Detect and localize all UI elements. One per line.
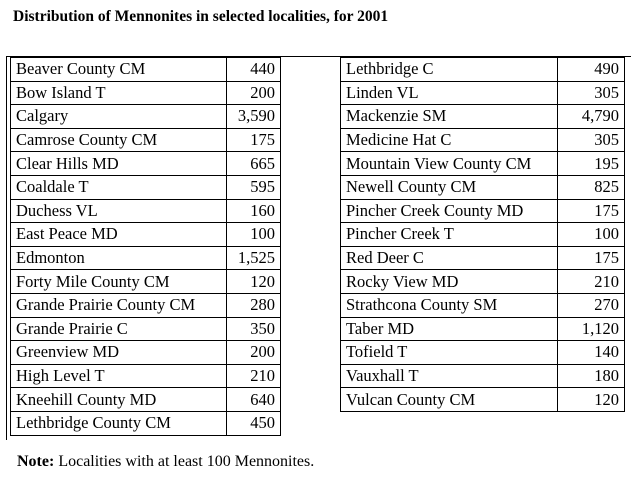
mennonite-count: 200 xyxy=(227,81,281,105)
mennonite-count: 120 xyxy=(227,270,281,294)
table-row xyxy=(341,293,625,317)
mennonite-count: 440 xyxy=(227,58,281,82)
table-row xyxy=(341,58,625,82)
mennonite-count: 270 xyxy=(558,293,625,317)
locality-name: Tofield T xyxy=(341,341,558,365)
mennonite-count: 100 xyxy=(227,223,281,247)
table-row xyxy=(11,81,281,105)
mennonite-count: 3,590 xyxy=(227,105,281,129)
table-row xyxy=(11,175,281,199)
locality-name: Rocky View MD xyxy=(341,270,558,294)
footnote xyxy=(17,453,314,471)
locality-name: Newell County CM xyxy=(341,175,558,199)
mennonite-count: 595 xyxy=(227,175,281,199)
locality-name: Lethbridge C xyxy=(341,58,558,82)
mennonite-count: 1,525 xyxy=(227,246,281,270)
locality-name: Pincher Creek County MD xyxy=(341,199,558,223)
mennonite-count: 280 xyxy=(227,293,281,317)
table-row xyxy=(341,81,625,105)
locality-name: Mountain View County CM xyxy=(341,152,558,176)
locality-name: Kneehill County MD xyxy=(11,388,227,412)
table-row xyxy=(341,246,625,270)
locality-name: Vulcan County CM xyxy=(341,388,558,412)
table-row xyxy=(341,223,625,247)
mennonite-count: 210 xyxy=(558,270,625,294)
mennonite-count: 175 xyxy=(558,199,625,223)
table-row xyxy=(11,199,281,223)
locality-name: Taber MD xyxy=(341,317,558,341)
locality-name: Red Deer C xyxy=(341,246,558,270)
locality-name: Lethbridge County CM xyxy=(11,411,227,435)
mennonite-count: 175 xyxy=(227,128,281,152)
mennonite-count: 175 xyxy=(558,246,625,270)
note-text: Localities with at least 100 Mennonites. xyxy=(54,453,315,470)
locality-name: Camrose County CM xyxy=(11,128,227,152)
locality-name: Strathcona County SM xyxy=(341,293,558,317)
mennonite-count: 350 xyxy=(227,317,281,341)
locality-name: Duchess VL xyxy=(11,199,227,223)
locality-name: Forty Mile County CM xyxy=(11,270,227,294)
note-label: Note: xyxy=(17,453,55,470)
table-row xyxy=(341,317,625,341)
table-row xyxy=(11,128,281,152)
page-title: Distribution of Mennonites in selected localities, for 2001 xyxy=(13,8,389,25)
mennonite-count: 4,790 xyxy=(558,105,625,129)
table-row xyxy=(341,105,625,129)
mennonite-count: 120 xyxy=(558,388,625,412)
table-row xyxy=(341,388,625,412)
mennonite-count: 305 xyxy=(558,81,625,105)
mennonite-count: 200 xyxy=(227,341,281,365)
left-table xyxy=(10,57,281,436)
locality-name: East Peace MD xyxy=(11,223,227,247)
mennonite-count: 210 xyxy=(227,364,281,388)
table-row xyxy=(11,388,281,412)
mennonite-count: 160 xyxy=(227,199,281,223)
table-row xyxy=(11,246,281,270)
locality-name: Mackenzie SM xyxy=(341,105,558,129)
table-row xyxy=(11,223,281,247)
mennonite-count: 665 xyxy=(227,152,281,176)
table-row xyxy=(341,364,625,388)
table-row xyxy=(11,317,281,341)
locality-name: Pincher Creek T xyxy=(341,223,558,247)
mennonite-count: 450 xyxy=(227,411,281,435)
mennonite-count: 640 xyxy=(227,388,281,412)
table-row xyxy=(11,105,281,129)
table-row xyxy=(341,175,625,199)
locality-name: Medicine Hat C xyxy=(341,128,558,152)
locality-name: Grande Prairie County CM xyxy=(11,293,227,317)
mennonite-count: 140 xyxy=(558,341,625,365)
table-row xyxy=(11,270,281,294)
table-row xyxy=(341,152,625,176)
locality-name: Calgary xyxy=(11,105,227,129)
table-row xyxy=(11,341,281,365)
mennonite-count: 305 xyxy=(558,128,625,152)
mennonite-count: 825 xyxy=(558,175,625,199)
locality-name: Grande Prairie C xyxy=(11,317,227,341)
mennonite-count: 180 xyxy=(558,364,625,388)
table-row xyxy=(341,341,625,365)
mennonite-count: 1,120 xyxy=(558,317,625,341)
locality-name: Beaver County CM xyxy=(11,58,227,82)
locality-name: Linden VL xyxy=(341,81,558,105)
right-table xyxy=(340,57,625,412)
table-row xyxy=(11,364,281,388)
locality-name: Coaldale T xyxy=(11,175,227,199)
table-row xyxy=(11,152,281,176)
table-row xyxy=(341,128,625,152)
locality-name: Vauxhall T xyxy=(341,364,558,388)
table-row xyxy=(11,293,281,317)
locality-name: Greenview MD xyxy=(11,341,227,365)
table-row xyxy=(341,270,625,294)
table-row xyxy=(11,58,281,82)
table-row xyxy=(341,199,625,223)
locality-name: Clear Hills MD xyxy=(11,152,227,176)
mennonite-count: 490 xyxy=(558,58,625,82)
locality-name: High Level T xyxy=(11,364,227,388)
locality-name: Bow Island T xyxy=(11,81,227,105)
locality-name: Edmonton xyxy=(11,246,227,270)
mennonite-count: 100 xyxy=(558,223,625,247)
table-row xyxy=(11,411,281,435)
mennonite-count: 195 xyxy=(558,152,625,176)
